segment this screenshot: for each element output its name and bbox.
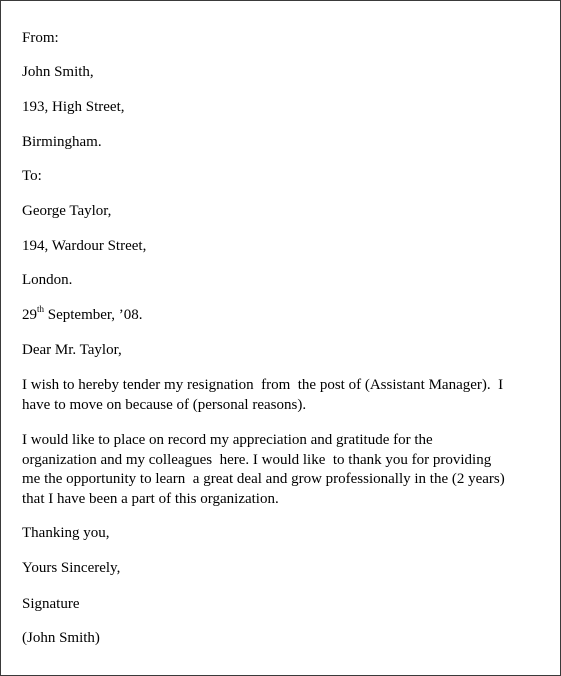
to-label: To: [22,168,42,184]
signer-name: (John Smith) [22,630,100,646]
from-label: From: [22,30,59,46]
date-rest: September, ’08. [44,307,143,323]
paragraph-line: me the opportunity to learn a great deal and grow professionally in the (2 years) [22,471,505,487]
closing-thanks: Thanking you, [22,525,110,541]
date-day: 29 [22,307,37,323]
salutation: Dear Mr. Taylor, [22,342,122,358]
paragraph-line: I wish to hereby tender my resignation from the post of (Assistant Manager). I [22,377,504,393]
paragraph-line: I would like to place on record my appreciation and gratitude for the [22,432,433,448]
paragraph-resignation [22,376,547,415]
paragraph-line: that I have been a part of this organization. [22,490,279,507]
paragraph-appreciation [22,431,547,509]
signature: Signature [22,596,80,612]
date-suffix: th [37,304,45,314]
recipient-name: George Taylor, [22,203,112,219]
paragraph-line: organization and my colleagues here. I would like to thank you for providing [22,451,492,468]
sender-city: Birmingham. [22,134,102,150]
letter-date [22,306,143,326]
closing-sincerely: Yours Sincerely, [22,560,121,576]
recipient-street: 194, Wardour Street, [22,238,147,254]
paragraph-line: have to move on because of (personal reasons). [22,396,307,413]
sender-name: John Smith, [22,64,94,80]
sender-street: 193, High Street, [22,99,125,115]
recipient-city: London. [22,272,73,288]
